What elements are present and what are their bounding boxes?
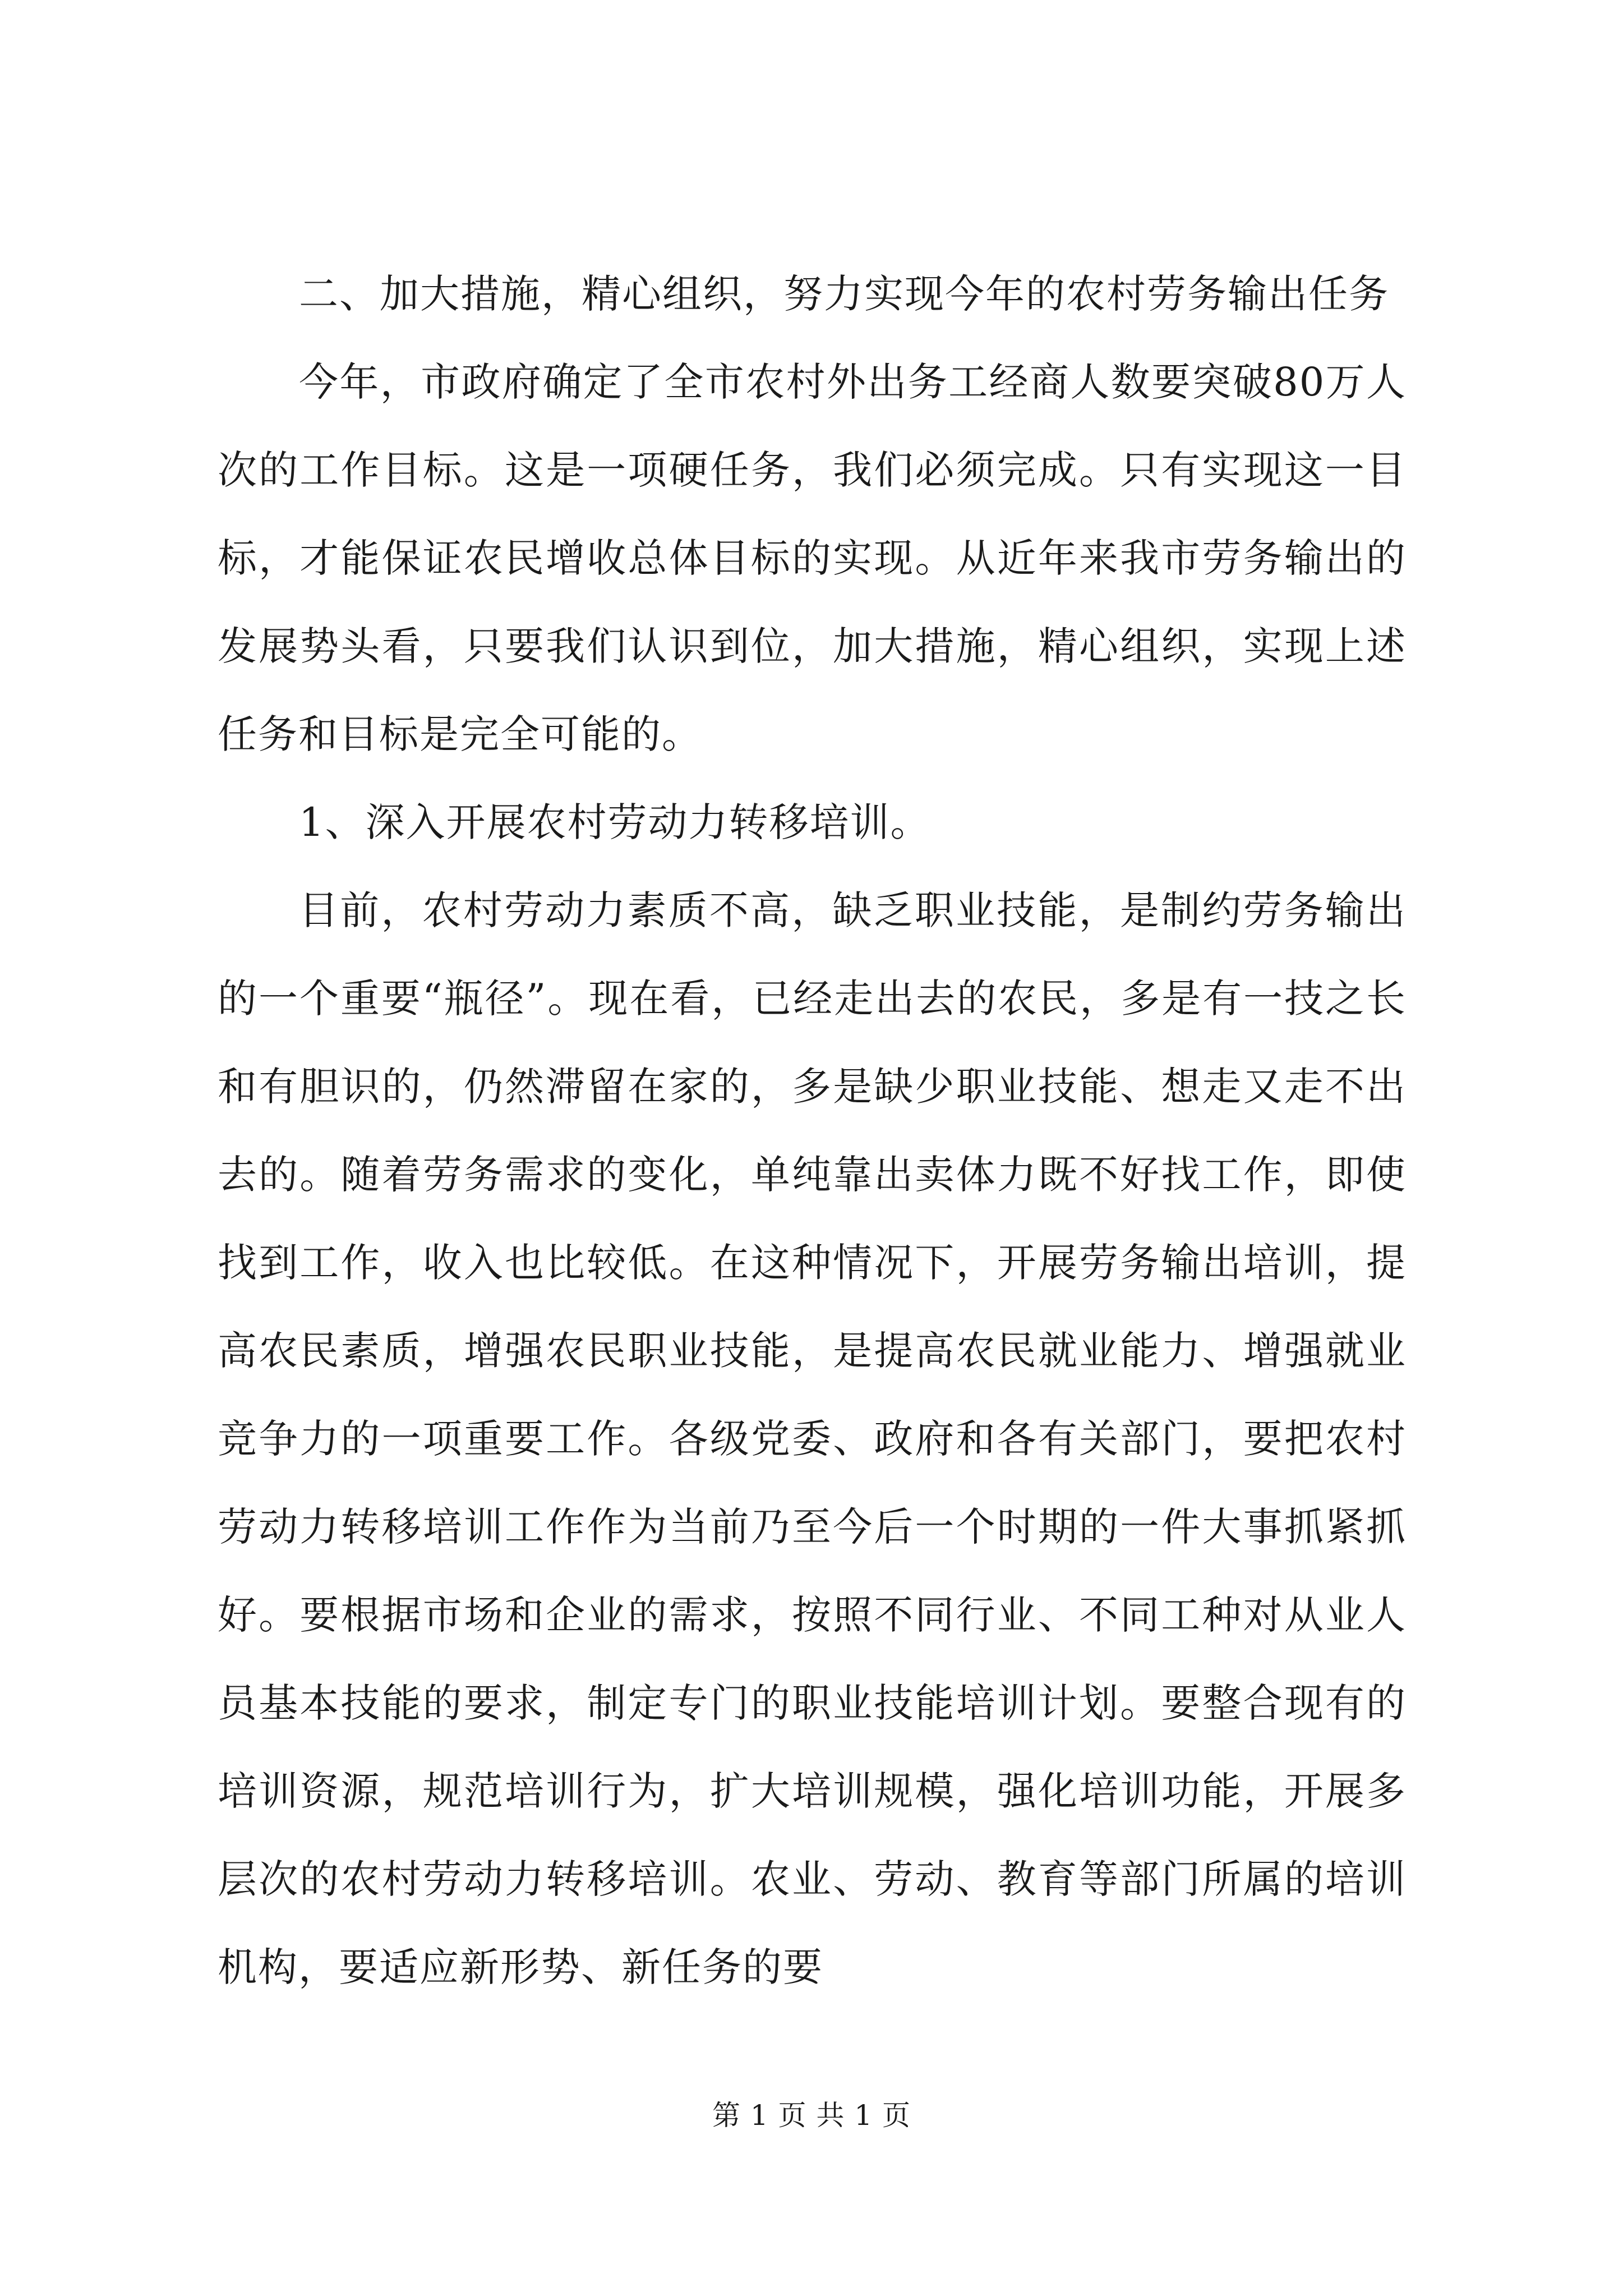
page-footer: 第 1 页 共 1 页 bbox=[712, 2099, 911, 2132]
document-body bbox=[218, 250, 1407, 2012]
body-paragraph: 今年，市政府确定了全市农村外出务工经商人数要突破80万人次的工作目标。这是一项硬任务，我们必须完成。只有实现这一目标，才能保证农民增收总体目标的实现。从近年来我市劳务输出的发展势头看，只要我们认识到位，加大措施，精心组织，实现上述任务和目标是完全可能的。 bbox=[218, 359, 1407, 757]
body-paragraph: 目前，农村劳动力素质不高，缺乏职业技能，是制约劳务输出的一个重要“瓶径”。现在看，已经走出去的农民，多是有一技之长和有胆识的，仍然滞留在家的，多是缺少职业技能、想走又走不出去的。随着劳务需求的变化，单纯靠出卖体力既不好找工作，即使找到工作，收入也比较低。在这种情况下，开展劳务输出培训，提高农民素质，增强农民职业技能，是提高农民就业能力、增强就业竞争力的一项重要工作。各级党委、政府和各有关部门，要把农村劳动力转移培训工作作为当前乃至今后一个时期的一件大事抓紧抓好。要根据市场和企业的需求，按照不同行业、不同工种对从业人员基本技能的要求，制定专门的职业技能培训计划。要整合现有的培训资源，规范培训行为，扩大培训规模，强化培训功能，开展多层次的农村劳动力转移培训。农业、劳动、教育等部门所属的培训机构，要适应新形势、新任务的要 bbox=[218, 887, 1407, 1990]
subsection-heading: 1、深入开展农村劳动力转移培训。 bbox=[299, 799, 931, 845]
section-heading: 二、加大措施，精心组织，努力实现今年的农村劳务输出任务 bbox=[299, 271, 1389, 317]
